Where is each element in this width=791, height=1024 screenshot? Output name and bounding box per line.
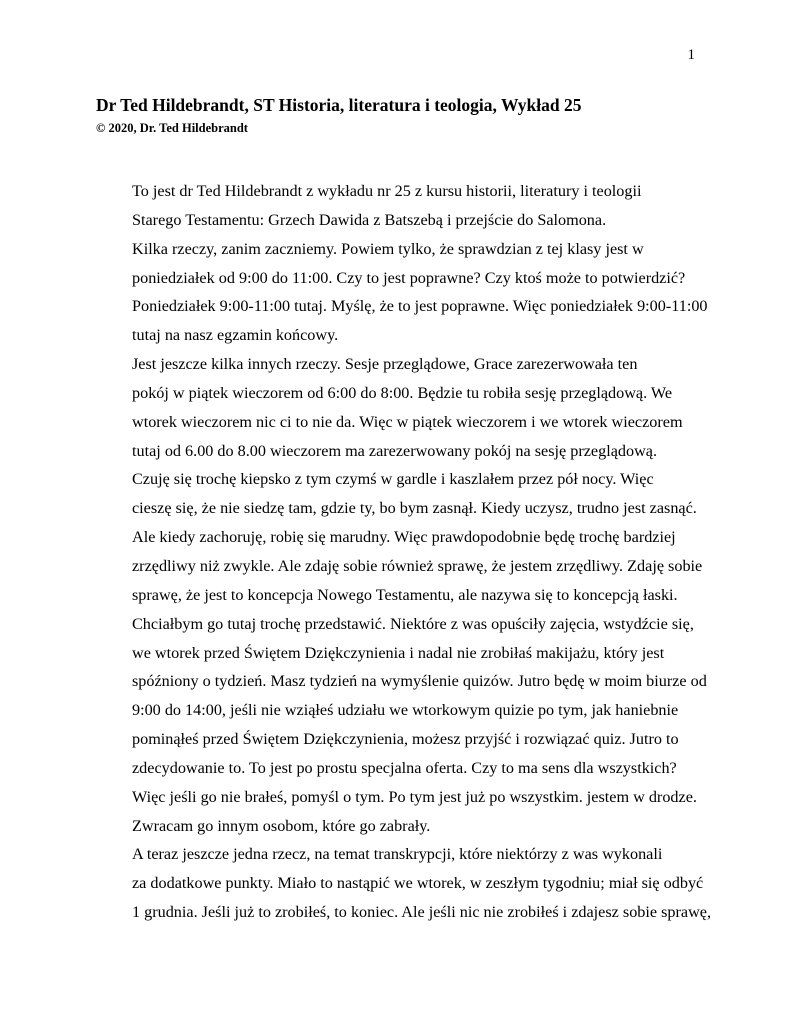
copyright-line: © 2020, Dr. Ted Hildebrandt <box>96 121 248 135</box>
text-line: Kilka rzeczy, zanim zaczniemy. Powiem tylko, że sprawdzian z tej klasy jest w <box>132 239 644 258</box>
document-header <box>96 94 706 136</box>
document-title: Dr Ted Hildebrandt, ST Historia, literatura i teologia, Wykład 25 <box>96 95 582 115</box>
text-line: spóźniony o tydzień. Masz tydzień na wymyślenie quizów. Jutro będę w moim biurze od <box>132 672 707 691</box>
text-line: pokój w piątek wieczorem od 6:00 do 8:00. Będzie tu robiła sesję przeglądową. We <box>132 383 673 402</box>
text-line: To jest dr Ted Hildebrandt z wykładu nr 25 z kursu historii, literatury i teologii <box>132 182 642 200</box>
text-line: zdecydowanie to. To jest po prostu specjalna oferta. Czy to ma sens dla wszystkich? <box>132 758 677 777</box>
text-line: Ale kiedy zachoruję, robię się marudny. Więc prawdopodobnie będę trochę bardziej <box>132 528 676 547</box>
text-line: Zwracam go innym osobom, które go zabrały. <box>132 816 431 835</box>
text-line: za dodatkowe punkty. Miało to nastąpić we wtorek, w zeszłym tygodniu; miał się odbyć <box>132 874 704 893</box>
text-line: Poniedziałek 9:00-11:00 tutaj. Myślę, że to jest poprawne. Więc poniedziałek 9:00-11:00 <box>132 297 708 316</box>
text-line: 9:00 do 14:00, jeśli nie wziąłeś udziału we wtorkowym quizie po tym, jak haniebnie <box>132 701 679 720</box>
paragraph <box>96 465 707 840</box>
text-line: poniedziałek od 9:00 do 11:00. Czy to jest poprawne? Czy ktoś może to potwierdzić? <box>132 268 686 287</box>
text-line: tutaj na nasz egzamin końcowy. <box>132 326 339 345</box>
text-line: we wtorek przed Świętem Dziękczynienia i nadal nie zrobiłaś makijażu, który jest <box>132 643 665 662</box>
paragraph <box>96 350 701 465</box>
text-line: A teraz jeszcze jedna rzecz, na temat transkrypcji, które niektórzy z was wykonali <box>132 845 663 864</box>
text-line: tutaj od 6.00 do 8.00 wieczorem ma zarezerwowany pokój na sesję przeglądową. <box>132 441 658 460</box>
text-line: pominąłeś przed Świętem Dziękczynienia, możesz przyjść i rozwiązać quiz. Jutro to <box>132 730 679 749</box>
text-line: wtorek wieczorem nic ci to nie da. Więc w piątek wieczorem i we wtorek wieczorem <box>132 412 683 431</box>
text-line: cieszę się, że nie siedzę tam, gdzie ty, bo bym zasnął. Kiedy uczysz, trudno jest zasnąć. <box>132 499 697 518</box>
text-line: Jest jeszcze kilka innych rzeczy. Sesje przeglądowe, Grace zarezerwowała ten <box>132 355 638 374</box>
text-line: 1 grudnia. Jeśli już to zrobiłeś, to koniec. Ale jeśli nic nie zrobiłeś i zdajesz sobie sprawę, <box>132 903 711 922</box>
page-number: 1 <box>687 47 695 63</box>
text-line: Chciałbym go tutaj trochę przedstawić. Niektóre z was opuściły zajęcia, wstydźcie się, <box>132 614 694 633</box>
paragraph <box>96 235 708 350</box>
text-line: Więc jeśli go nie brałeś, pomyśl o tym. Po tym jest już po wszystkim. jestem w drodze. <box>132 787 697 806</box>
paragraph <box>96 177 701 235</box>
text-line: Czuję się trochę kiepsko z tym czymś w gardle i kaszlałem przez pół nocy. Więc <box>132 470 654 489</box>
text-line: sprawę, że jest to koncepcja Nowego Testamentu, ale nazywa się to koncepcją łaski. <box>132 585 678 604</box>
document-body <box>96 177 711 927</box>
text-line: zrzędliwy niż zwykle. Ale zdaję sobie również sprawę, że jestem zrzędliwy. Zdaję sobie <box>132 556 703 575</box>
text-line: Starego Testamentu: Grzech Dawida z Batszebą i przejście do Salomona. <box>132 210 607 229</box>
paragraph <box>96 840 711 927</box>
